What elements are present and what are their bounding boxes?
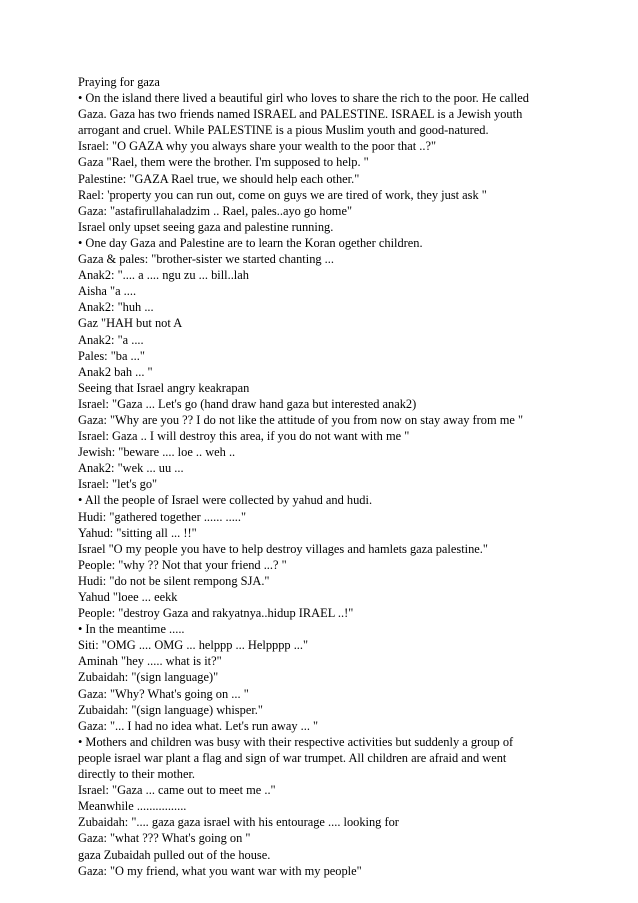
text-line: Palestine: "GAZA Rael true, we should help each other." [78,171,360,186]
text-line: Gaza: "Why? What's going on ... " [78,686,249,701]
text-line: Gaza: "what ??? What's going on " [78,831,251,846]
text-line: • One day Gaza and Palestine are to learn the Koran ogether children. [78,235,423,250]
text-line: Yahud "loee ... eekk [78,590,178,604]
text-line: Gaza: "O my friend, what you want war with my people" [78,863,362,878]
text-line: Gaza: "astafirullahaladzim .. Rael, pales..ayo go home" [78,203,353,218]
text-line: • On the island there lived a beautiful girl who loves to share the rich to the poor. He called [78,91,529,106]
text-line: Gaza: "Why are you ?? I do not like the attitude of you from now on stay away from me " [78,412,524,427]
text-line: Gaz "HAH but not A [78,316,183,331]
text-line: people israel war plant a flag and sign of war trumpet. All children are afraid and went [78,750,507,765]
text-line: Hudi: "gathered together ...... ....." [78,509,247,524]
document-title: Praying for gaza [78,75,160,89]
text-line: Zubaidah: ".... gaza gaza israel with his entourage .... looking for [78,815,399,830]
text-line: Israel "O my people you have to help destroy villages and hamlets gaza palestine." [78,541,488,556]
text-line: • All the people of Israel were collected by yahud and hudi. [78,493,373,508]
text-line: Rael: 'property you can run out, come on guys we are tired of work, they just ask " [78,187,487,202]
text-line: Gaza: "... I had no idea what. Let's run away ... " [78,718,319,733]
text-line: Israel: Gaza .. I will destroy this area, if you do not want with me " [78,429,410,444]
story-text [78,74,568,879]
text-line: Anak2 bah ... " [78,364,153,379]
text-line: Anak2: ".... a .... ngu zu ... bill..lah [78,268,249,283]
text-line: Seeing that Israel angry keakrapan [78,380,250,395]
text-line: Zubaidah: "(sign language)" [78,670,219,685]
text-line: Pales: "ba ..." [78,348,145,363]
text-line: Yahud: "sitting all ... !!" [78,525,197,540]
text-line: • Mothers and children was busy with their respective activities but suddenly a group of [78,734,514,749]
text-line: Aminah "hey ..... what is it?" [78,654,222,669]
text-line: directly to their mother. [78,767,195,782]
text-line: Meanwhile ................ [78,799,187,814]
text-line: Zubaidah: "(sign language) whisper." [78,702,263,717]
text-line: People: "why ?? Not that your friend ...? " [78,557,287,572]
text-line: Israel: "Gaza ... came out to meet me .." [78,783,276,798]
text-line: Anak2: "huh ... [78,300,154,315]
text-line: arrogant and cruel. While PALESTINE is a pious Muslim youth and good-natured. [78,123,489,138]
text-line: Siti: "OMG .... OMG ... helppp ... Helpppp ..." [78,638,309,653]
text-line: Gaza. Gaza has two friends named ISRAEL and PALESTINE. ISRAEL is a Jewish youth [78,107,523,122]
text-line: Israel: "Gaza ... Let's go (hand draw hand gaza but interested anak2) [78,396,417,411]
text-line: People: "destroy Gaza and rakyatnya..hidup IRAEL ..!" [78,606,354,621]
text-line: Aisha "a .... [78,284,137,299]
text-line: Anak2: "wek ... uu ... [78,461,184,476]
text-line: Gaza "Rael, them were the brother. I'm supposed to help. " [78,155,369,170]
text-line: Israel only upset seeing gaza and palestine running. [78,219,334,234]
text-line: • In the meantime ..... [78,622,185,637]
text-line: Jewish: "beware .... loe .. weh .. [78,445,236,460]
text-line: Israel: "let's go" [78,477,158,492]
text-line: Israel: "O GAZA why you always share your wealth to the poor that ..?" [78,139,436,154]
text-line: Hudi: "do not be silent rempong SJA." [78,573,270,588]
text-line: gaza Zubaidah pulled out of the house. [78,847,271,862]
text-line: Gaza & pales: "brother-sister we started chanting ... [78,252,334,267]
text-line: Anak2: "a .... [78,332,144,347]
